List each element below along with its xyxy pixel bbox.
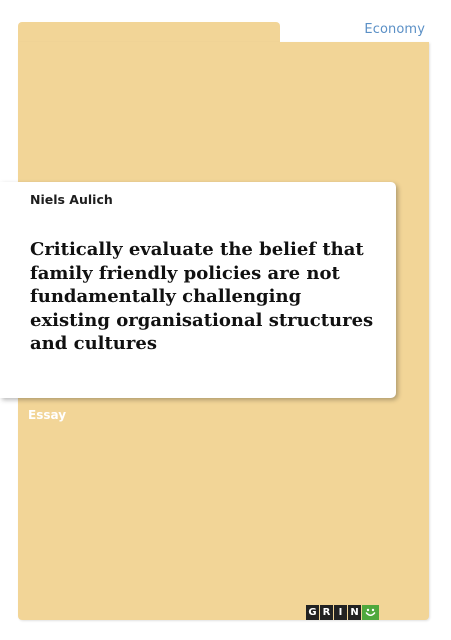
publisher-logo (306, 605, 379, 620)
logo-letter-i: I (334, 605, 347, 620)
logo-letter-r: R (320, 605, 333, 620)
logo-letter-g: G (306, 605, 319, 620)
document-type-label: Essay (28, 408, 67, 422)
logo-letter-n: N (348, 605, 361, 620)
book-title: Critically evaluate the belief that family friendly policies are not fundamentally challenging existing organisational structures and cultures (30, 239, 374, 354)
author-name: Niels Aulich (30, 192, 113, 207)
category-label: Economy (364, 22, 425, 37)
smiley-face-icon (362, 605, 379, 620)
